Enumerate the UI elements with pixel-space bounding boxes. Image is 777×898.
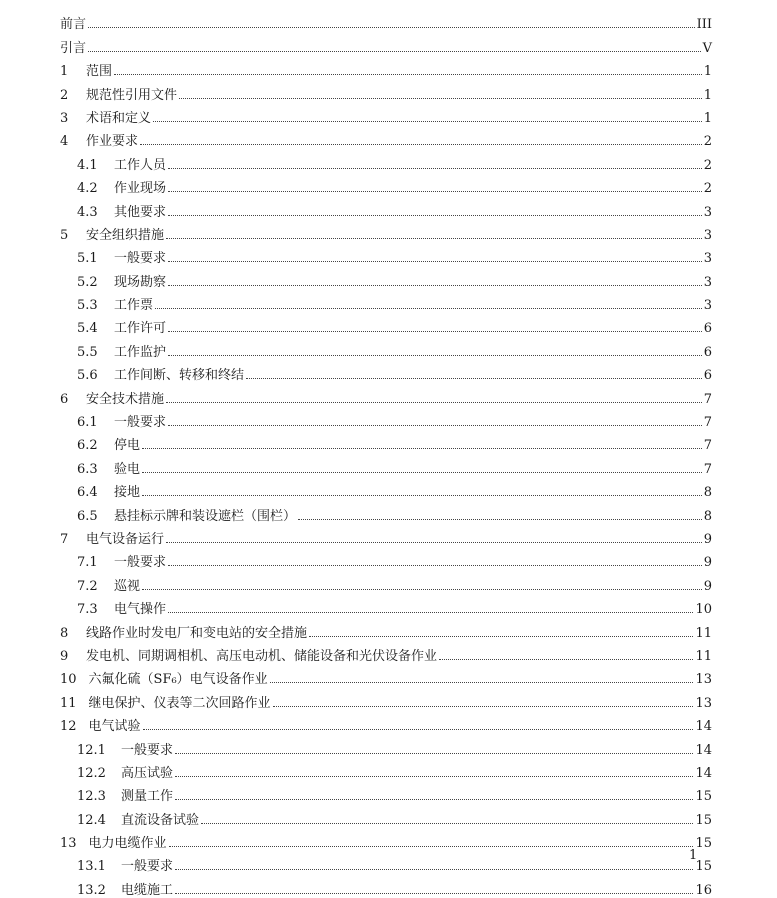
toc-entry-title: 电缆施工: [120, 882, 173, 898]
toc-entry-number: 5: [60, 227, 69, 243]
toc-entry[interactable]: [60, 219, 712, 242]
toc-entry-title: 工作票: [114, 298, 154, 314]
dot-leader: [175, 799, 693, 800]
toc-entry-title: 安全组织措施: [86, 227, 165, 243]
toc-entry-page: 15: [695, 836, 712, 852]
toc-entry-page: 7: [703, 415, 712, 431]
dot-leader: [88, 27, 695, 28]
toc-entry[interactable]: [60, 569, 712, 592]
toc-entry[interactable]: [60, 172, 712, 195]
toc-entry-title: 工作监护: [114, 344, 167, 360]
toc-entry-page: 1: [703, 110, 712, 126]
toc-entry-number: 6: [60, 391, 69, 407]
toc-entry[interactable]: [60, 546, 712, 569]
toc-entry-title: 发电机、同期调相机、高压电动机、储能设备和光伏设备作业: [86, 648, 438, 664]
toc-entry-title: 作业要求: [86, 134, 139, 150]
toc-entry-page: 15: [695, 789, 712, 805]
toc-entry-title: 线路作业时发电厂和变电站的安全措施: [86, 625, 308, 641]
toc-entry-title: 电气设备运行: [86, 531, 165, 547]
toc-entry-number: 12.4: [77, 812, 106, 828]
toc-entry-number: 7.3: [77, 602, 98, 618]
dot-leader: [168, 215, 702, 216]
toc-entry-title: 工作人员: [114, 157, 167, 173]
toc-entry-page: 15: [695, 859, 712, 875]
toc-entry[interactable]: [60, 710, 712, 733]
toc-entry[interactable]: [60, 616, 712, 639]
toc-entry-number: 5.3: [77, 298, 98, 314]
toc-entry[interactable]: [60, 733, 712, 756]
toc-entry-page: 8: [703, 508, 712, 524]
toc-entry-number: 5.6: [77, 368, 98, 384]
toc-entry-page: V: [702, 40, 712, 56]
toc-entry[interactable]: [60, 289, 712, 312]
toc-entry[interactable]: [60, 780, 712, 803]
toc-entry-page: 6: [703, 368, 712, 384]
toc-entry-number: 4: [60, 134, 69, 150]
toc-entry-number: 1: [60, 64, 69, 80]
toc-entry-title: 电力电缆作业: [88, 836, 167, 852]
dot-leader: [166, 402, 702, 403]
toc-entry-number: 6.1: [77, 415, 98, 431]
dot-leader: [114, 74, 702, 75]
toc-entry[interactable]: [60, 335, 712, 358]
toc-entry-title: 电气试验: [88, 719, 141, 735]
toc-entry-number: 6.3: [77, 461, 98, 477]
toc-entry[interactable]: [60, 148, 712, 171]
dot-leader: [166, 542, 702, 543]
toc-entry-page: 14: [695, 742, 712, 758]
toc-entry-title: 其他要求: [114, 204, 167, 220]
toc-entry-page: 13: [695, 672, 712, 688]
toc-entry[interactable]: [60, 195, 712, 218]
dot-leader: [246, 378, 702, 379]
toc-entry[interactable]: [60, 640, 712, 663]
toc-entry[interactable]: [60, 757, 712, 780]
toc-entry-number: 10: [60, 672, 77, 688]
toc-entry-page: 7: [703, 391, 712, 407]
toc-entry[interactable]: [60, 429, 712, 452]
toc-entry[interactable]: [60, 102, 712, 125]
dot-leader: [298, 519, 702, 520]
dot-leader: [88, 51, 701, 52]
toc-entry[interactable]: [60, 312, 712, 335]
dot-leader: [175, 753, 693, 754]
toc-entry[interactable]: [60, 8, 712, 31]
toc-entry-number: 5.1: [77, 251, 98, 267]
toc-entry-title: 巡视: [114, 578, 141, 594]
toc-entry-number: 2: [60, 87, 69, 103]
toc-entry-number: 4.2: [77, 181, 98, 197]
dot-leader: [168, 191, 702, 192]
dot-leader: [168, 565, 702, 566]
toc-entry-page: 1: [703, 87, 712, 103]
toc-entry-title: 一般要求: [114, 251, 167, 267]
toc-entry-title: 工作间断、转移和终结: [114, 368, 245, 384]
toc-entry-number: 9: [60, 648, 69, 664]
toc-entry[interactable]: [60, 686, 712, 709]
table-of-contents: [60, 8, 712, 897]
toc-entry-title: 范围: [86, 64, 113, 80]
dot-leader: [169, 846, 694, 847]
toc-entry-title: 继电保护、仪表等二次回路作业: [88, 695, 271, 711]
toc-entry[interactable]: [60, 452, 712, 475]
toc-entry[interactable]: [60, 359, 712, 382]
toc-entry-title: 安全技术措施: [86, 391, 165, 407]
toc-entry-page: 14: [695, 765, 712, 781]
toc-entry-page: 3: [703, 204, 712, 220]
toc-entry-title: 一般要求: [120, 859, 173, 875]
dot-leader: [201, 823, 693, 824]
toc-entry-title: 悬挂标示牌和装设遮栏（围栏）: [114, 508, 297, 524]
toc-entry-number: 7.1: [77, 555, 98, 571]
toc-entry-number: 5.4: [77, 321, 98, 337]
toc-entry-number: 3: [60, 110, 69, 126]
toc-entry-page: 3: [703, 227, 712, 243]
toc-entry-page: 11: [695, 625, 712, 641]
toc-entry-page: 11: [695, 648, 712, 664]
toc-entry[interactable]: [60, 499, 712, 522]
toc-entry-page: 9: [703, 555, 712, 571]
toc-entry[interactable]: [60, 78, 712, 101]
toc-entry[interactable]: [60, 523, 712, 546]
dot-leader: [168, 261, 702, 262]
dot-leader: [168, 331, 702, 332]
toc-entry-page: 9: [703, 578, 712, 594]
toc-entry[interactable]: [60, 850, 712, 873]
dot-leader: [142, 589, 702, 590]
page-number: 1: [689, 848, 698, 863]
toc-entry-page: 3: [703, 274, 712, 290]
toc-entry[interactable]: [60, 663, 712, 686]
toc-entry-title: 术语和定义: [86, 110, 152, 126]
toc-entry-title: 验电: [114, 461, 141, 477]
dot-leader: [270, 682, 694, 683]
toc-entry-title: 接地: [114, 485, 141, 501]
dot-leader: [168, 425, 702, 426]
dot-leader: [155, 308, 702, 309]
toc-entry-page: 7: [703, 461, 712, 477]
toc-entry-page: 10: [695, 602, 712, 618]
toc-entry-title: 高压试验: [120, 765, 173, 781]
toc-entry-number: 4.1: [77, 157, 98, 173]
toc-entry-page: 9: [703, 531, 712, 547]
toc-entry-title: 引言: [60, 40, 87, 56]
toc-entry[interactable]: [60, 125, 712, 148]
toc-entry-number: 12.3: [77, 789, 106, 805]
toc-entry-number: 12.2: [77, 765, 106, 781]
toc-entry-number: 5.2: [77, 274, 98, 290]
toc-entry-title: 前言: [60, 17, 87, 33]
toc-entry[interactable]: [60, 382, 712, 405]
toc-entry-number: 8: [60, 625, 69, 641]
toc-entry-page: 3: [703, 251, 712, 267]
toc-entry-page: 6: [703, 344, 712, 360]
toc-entry-page: 8: [703, 485, 712, 501]
toc-entry-number: 6.4: [77, 485, 98, 501]
toc-entry-page: 14: [695, 719, 712, 735]
dot-leader: [168, 168, 702, 169]
dot-leader: [153, 121, 702, 122]
dot-leader: [168, 285, 702, 286]
toc-entry-title: 六氟化硫（SF₆）电气设备作业: [88, 672, 268, 688]
toc-entry-title: 直流设备试验: [120, 812, 199, 828]
dot-leader: [140, 144, 702, 145]
dot-leader: [166, 238, 702, 239]
toc-entry-page: 2: [703, 157, 712, 173]
toc-entry[interactable]: [60, 593, 712, 616]
toc-entry[interactable]: [60, 803, 712, 826]
toc-entry[interactable]: [60, 873, 712, 896]
dot-leader: [142, 495, 702, 496]
toc-entry[interactable]: [60, 265, 712, 288]
toc-entry-page: 7: [703, 438, 712, 454]
toc-entry-title: 停电: [114, 438, 141, 454]
dot-leader: [142, 472, 702, 473]
dot-leader: [142, 448, 702, 449]
toc-entry-page: 3: [703, 298, 712, 314]
toc-entry-page: 16: [695, 882, 712, 898]
toc-entry-number: 12.1: [77, 742, 106, 758]
toc-entry-page: 2: [703, 181, 712, 197]
dot-leader: [175, 869, 693, 870]
dot-leader: [439, 659, 693, 660]
toc-entry-number: 13.1: [77, 859, 106, 875]
toc-entry-title: 电气操作: [114, 602, 167, 618]
dot-leader: [273, 706, 694, 707]
toc-entry[interactable]: [60, 242, 712, 265]
toc-entry-number: 5.5: [77, 344, 98, 360]
toc-entry-page: 13: [695, 695, 712, 711]
toc-entry-title: 一般要求: [114, 415, 167, 431]
toc-entry-page: 1: [703, 64, 712, 80]
toc-entry-page: 6: [703, 321, 712, 337]
toc-entry-number: 6.5: [77, 508, 98, 524]
dot-leader: [309, 636, 693, 637]
toc-entry-number: 13: [60, 836, 77, 852]
toc-entry[interactable]: [60, 406, 712, 429]
dot-leader: [168, 612, 693, 613]
toc-entry[interactable]: [60, 31, 712, 54]
toc-entry-number: 7: [60, 531, 69, 547]
dot-leader: [175, 893, 693, 894]
toc-entry-number: 6.2: [77, 438, 98, 454]
toc-entry-title: 规范性引用文件: [86, 87, 178, 103]
toc-entry-title: 一般要求: [114, 555, 167, 571]
toc-entry-number: 12: [60, 719, 77, 735]
toc-entry-title: 工作许可: [114, 321, 167, 337]
toc-entry[interactable]: [60, 55, 712, 78]
toc-entry-title: 测量工作: [120, 789, 173, 805]
toc-entry-title: 一般要求: [120, 742, 173, 758]
toc-entry-title: 现场勘察: [114, 274, 167, 290]
toc-entry-number: 11: [60, 695, 77, 711]
dot-leader: [179, 98, 702, 99]
dot-leader: [175, 776, 693, 777]
toc-entry[interactable]: [60, 827, 712, 850]
toc-entry-number: 7.2: [77, 578, 98, 594]
toc-entry-page: 15: [695, 812, 712, 828]
dot-leader: [168, 355, 702, 356]
dot-leader: [143, 729, 694, 730]
toc-entry-title: 作业现场: [114, 181, 167, 197]
toc-entry-number: 13.2: [77, 882, 106, 898]
toc-entry[interactable]: [60, 476, 712, 499]
toc-entry-number: 4.3: [77, 204, 98, 220]
toc-entry-page: III: [696, 17, 712, 33]
toc-entry-page: 2: [703, 134, 712, 150]
